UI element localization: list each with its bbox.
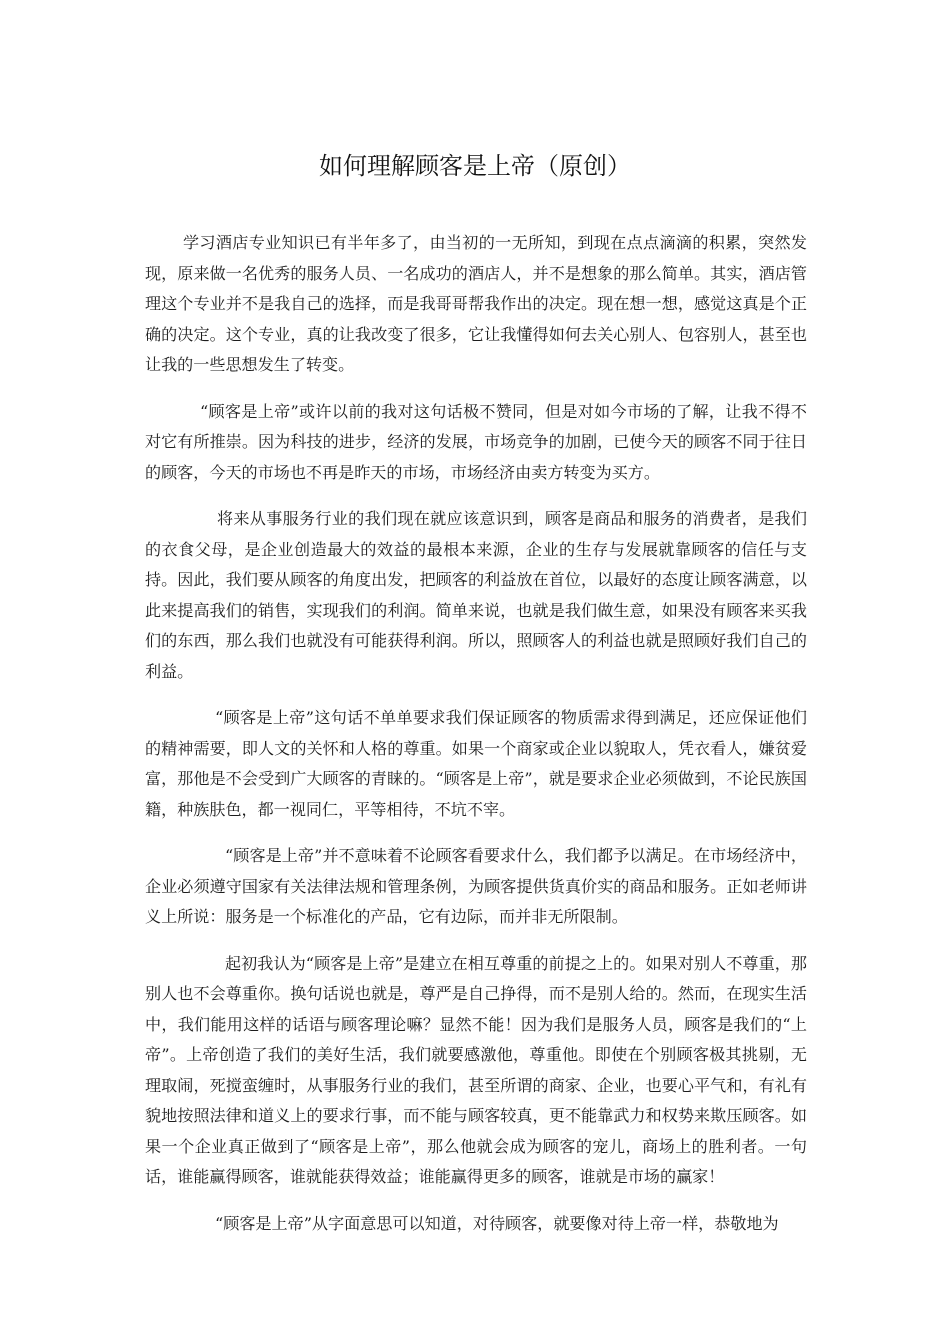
paragraph-6: 起初我认为“顾客是上帝”是建立在相互尊重的前提之上的。如果对别人不尊重，那别人也不会尊重你。换句话说也就是，尊严是自己挣得，而不是别人给的。然而，在现实生活中，我们能用这样的话语与顾客理论嘛？显然不能！因为我们是服务人员，顾客是我们的“上帝”。上帝创造了我们的美好生活，我们就要感激他，尊重他。即使在个别顾客极其挑剔，无理取闹，死搅蛮缠时，从事服务行业的我们，甚至所谓的商家、企业，也要心平气和，有礼有貌地按照法律和道义上的要求行事，而不能与顾客较真，更不能靠武力和权势来欺压顾客。如果一个企业真正做到了“顾客是上帝”，那么他就会成为顾客的宠儿，商场上的胜利者。一句话，谁能赢得顾客，谁就能获得效益；谁能赢得更多的顾客，谁就是市场的赢家！ — [145, 953, 807, 1186]
paragraph-5: “顾客是上帝”并不意味着不论顾客看要求什么，我们都予以满足。在市场经济中，企业必须遵守国家有关法律法规和管理条例，为顾客提供货真价实的商品和服务。正如老师讲义上所说：服务是一个标准化的产品，它有边际，而并非无所限制。 — [145, 846, 807, 926]
paragraph-3: 将来从事服务行业的我们现在就应该意识到，顾客是商品和服务的消费者，是我们的衣食父母，是企业创造最大的效益的最根本来源，企业的生存与发展就靠顾客的信任与支持。因此，我们要从顾客的角度出发，把顾客的利益放在首位，以最好的态度让顾客满意，以此来提高我们的销售，实现我们的利润。简单来说，也就是我们做生意，如果没有顾客来买我们的东西，那么我们也就没有可能获得利润。所以，照顾客人的利益也就是照顾好我们自己的利益。 — [145, 509, 807, 681]
paragraph-4: “顾客是上帝”这句话不单单要求我们保证顾客的物质需求得到满足，还应保证他们的精神需要，即人文的关怀和人格的尊重。如果一个商家或企业以貌取人，凭衣看人，嫌贫爱富，那他是不会受到广大顾客的青睐的。“顾客是上帝”，就是要求企业必须做到，不论民族国籍，种族肤色，都一视同仁，平等相待，不坑不宰。 — [145, 708, 807, 819]
document-body — [145, 228, 807, 1255]
paragraph-1: 学习酒店专业知识已有半年多了，由当初的一无所知，到现在点点滴滴的积累，突然发现，原来做一名优秀的服务人员、一名成功的酒店人，并不是想象的那么简单。其实，酒店管理这个专业并不是我自己的选择，而是我哥哥帮我作出的决定。现在想一想，感觉这真是个正确的决定。这个专业，真的让我改变了很多，它让我懂得如何去关心别人、包容别人，甚至也让我的一些思想发生了转变。 — [145, 233, 807, 374]
document-title: 如何理解顾客是上帝（原创） — [319, 152, 631, 180]
paragraph-2: “顾客是上帝”或许以前的我对这句话极不赞同，但是对如今市场的了解，让我不得不对它有所推崇。因为科技的进步，经济的发展，市场竞争的加剧，已使今天的顾客不同于往日的顾客，今天的市场也不再是昨天的市场，市场经济由卖方转变为买方。 — [145, 401, 807, 482]
paragraph-7: “顾客是上帝”从字面意思可以知道，对待顾客，就要像对待上帝一样，恭敬地为 — [215, 1213, 779, 1233]
